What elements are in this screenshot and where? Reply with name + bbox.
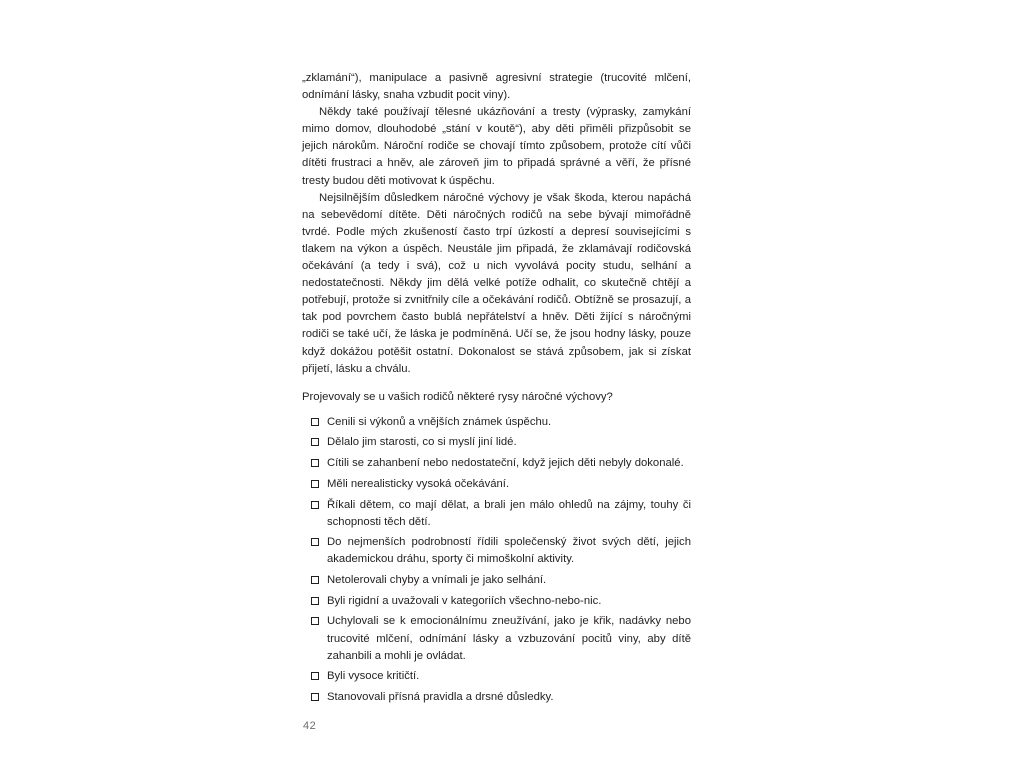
checklist-item — [302, 689, 691, 706]
body-paragraph-3: Nejsilnějším důsledkem náročné výchovy je však škoda, kterou napáchá na sebevědomí dítěte. Děti náročných rodičů na sebe bývají mimořádně tvrdé. Podle mých zkušeností často trpí úzkostí a depresí souvisejícími s tlakem na výkon a úspěch. Neustále jim připadá, že zklamávají rodičovská očekávání (a tedy i svá), což u nich vyvolává pocity studu, selhání a nedostatečnosti. Někdy jim dělá velké potíže odhalit, co skutečně chtějí a potřebují, protože si zvnitřnily cíle a očekávání rodičů. Obtížně se prosazují, a tak pod povrchem často bublá nepřátelství a hněv. Děti žijící s náročnými rodiči se také učí, že láska je podmíněná. Učí se, že jsou hodny lásky, pouze když dokážou potěšit ostatní. Dokonalost se stává způsobem, jak si získat přijetí, lásku a chválu. — [302, 191, 691, 375]
checkbox-icon — [311, 672, 319, 680]
checklist-item-text: Měli nerealisticky vysoká očekávání. — [327, 477, 510, 490]
checklist-item-text: Stanovovali přísná pravidla a drsné důsledky. — [327, 691, 554, 704]
checklist-item — [302, 593, 691, 610]
page-number: 42 — [303, 720, 317, 732]
body-paragraph-2: Někdy také používají tělesné ukázňování a tresty (výprasky, zamykání mimo domov, dlouhodobé „stání v koutě“), aby děti přiměli přizpůsobit se jejich nárokům. Nároční rodiče se chovají tímto způsobem, protože cítí vůči dítěti frustraci a hněv, ale zároveň jim to připadá správné a věří, že přísné tresty budou děti motivovat k úspěchu. — [302, 106, 691, 187]
checkbox-icon — [311, 459, 319, 467]
checklist-item-text: Říkali dětem, co mají dělat, a brali jen málo ohledů na zájmy, touhy či schopnosti těch dětí. — [327, 498, 691, 528]
checklist-item-text: Dělalo jim starosti, co si myslí jiní lidé. — [327, 436, 517, 449]
checklist-item-text: Byli rigidní a uvažovali v kategoriích všechno-nebo-nic. — [327, 594, 602, 607]
checklist-item-text: Cítili se zahanbení nebo nedostateční, když jejich děti nebyly dokonalé. — [327, 457, 684, 470]
checkbox-icon — [311, 538, 319, 546]
checklist-item — [302, 668, 691, 685]
body-paragraph-1: „zklamání“), manipulace a pasivně agresivní strategie (trucovité mlčení, odnímání lásky, snaha vzbudit pocit viny). — [302, 72, 691, 102]
checklist-item-text: Netolerovali chyby a vnímali je jako selhání. — [327, 574, 547, 587]
checkbox-icon — [311, 576, 319, 584]
checklist-item — [302, 497, 691, 531]
checklist-item-text: Cenili si výkonů a vnějších známek úspěchu. — [327, 415, 552, 428]
checklist-item-text: Byli vysoce kritičtí. — [327, 670, 420, 683]
checkbox-icon — [311, 480, 319, 488]
checkbox-icon — [311, 617, 319, 625]
checklist-item-text: Uchylovali se k emocionálnímu zneužívání, jako je křik, nadávky nebo trucovité mlčení, odnímání lásky a vzbuzování pocitů viny, aby dítě zahanbili a mohli je ovládat. — [327, 615, 691, 662]
checklist-item — [302, 534, 691, 568]
checklist-item — [302, 613, 691, 664]
checkbox-icon — [311, 438, 319, 446]
checklist-item — [302, 572, 691, 589]
checkbox-icon — [311, 597, 319, 605]
checklist-item-text: Do nejmenších podrobností řídili společenský život svých dětí, jejich akademickou dráhu, sporty či mimoškolní aktivity. — [327, 536, 691, 566]
book-page — [302, 70, 691, 710]
checkbox-icon — [311, 418, 319, 426]
checklist-item — [302, 414, 691, 431]
checklist-item — [302, 476, 691, 493]
checklist-question: Projevovaly se u vašich rodičů některé rysy náročné výchovy? — [302, 390, 613, 403]
checklist-item — [302, 455, 691, 472]
checkbox-icon — [311, 501, 319, 509]
checklist — [302, 414, 691, 706]
checklist-item — [302, 434, 691, 451]
checkbox-icon — [311, 693, 319, 701]
